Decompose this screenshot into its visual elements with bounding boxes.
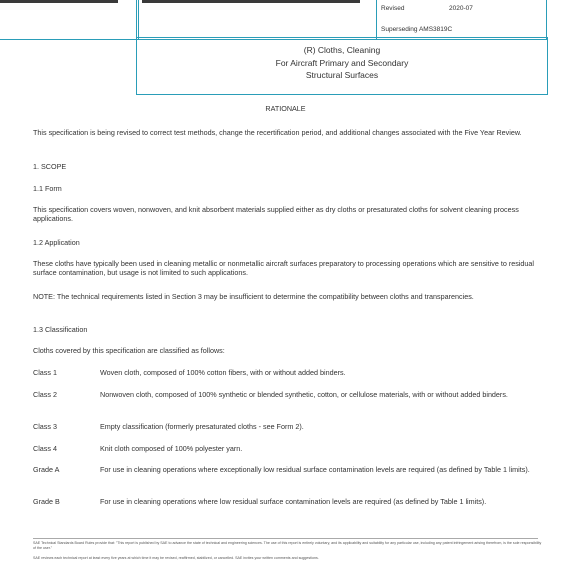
section-1-1-heading: 1.1 Form [33,184,62,193]
revised-label: Revised [381,5,405,12]
grade-key: Grade B [33,497,60,506]
footer-review-note: SAE reviews each technical report at least every five years at which time it may be revised, reaffirmed, stabilized, or cancelled. SAE invites your written comments and suggestions. [33,556,319,560]
class-description: Woven cloth, composed of 100% cotton fibers, with or without added binders. [100,368,346,377]
document-title-line-1: (R) Cloths, Cleaning [303,45,381,55]
document-title-line-3: Structural Surfaces [305,70,379,80]
document-title-line-2: For Aircraft Primary and Secondary [275,58,409,68]
section-1-3-text: Cloths covered by this specification are classified as follows: [33,346,225,355]
revised-date: 2020-07 [449,5,473,12]
section-1-3-heading: 1.3 Classification [33,325,88,334]
class-key: Class 4 [33,444,57,453]
class-description: Empty classification (formerly presaturated cloths - see Form 2). [100,422,304,431]
footer-disclaimer: SAE Technical Standards Board Rules provide that: "This report is published by SAE to advance the state of technical and engineering sciences. The use of this report is entirely voluntary, and its applicability and suitability for any particular use, including any patent infringement arising therefrom, is the sole responsibility of the user." [33,541,542,550]
header-box-middle [136,0,377,40]
grade-description: For use in cleaning operations where exceptionally low residual surface contamination levels are required (as defined by Table 1 limits). [100,465,530,474]
class-description: Knit cloth composed of 100% polyester yarn. [100,444,243,453]
superseding-label: Superseding AMS3819C [381,26,453,33]
grade-key: Grade A [33,465,60,474]
class-description: Nonwoven cloth, composed of 100% synthetic or blended synthetic, cotton, or cellulose materials, with or without added binders. [100,390,508,399]
rationale-text: This specification is being revised to correct test methods, change the recertification period, and additional changes associated with the Five Year Review. [33,128,522,137]
section-1-heading: 1. SCOPE [33,162,67,171]
header-dark-bar-middle [142,0,360,3]
rationale-heading: RATIONALE [265,104,306,113]
section-1-2-text: These cloths have typically been used in cleaning metallic or nonmetallic aircraft surfaces preparatory to processing operations which are sensitive to residual surface contamination, but usage is not limited to such applications. [33,259,534,278]
footer-rule [33,538,538,539]
section-1-2-heading: 1.2 Application [33,238,80,247]
class-key: Class 1 [33,368,57,377]
grade-description: For use in cleaning operations where low residual surface contamination levels are required (as defined by Table 1 limits). [100,497,487,506]
class-key: Class 3 [33,422,57,431]
note-text: NOTE: The technical requirements listed in Section 3 may be insufficient to determine the compatibility between cloths and transparencies. [33,292,474,301]
class-key: Class 2 [33,390,57,399]
header-box-left [0,0,139,40]
header-dark-bar-left [0,0,118,3]
section-1-1-text: This specification covers woven, nonwoven, and knit absorbent materials supplied either as dry cloths or presaturated cloths for solvent cleaning process applications. [33,205,519,224]
